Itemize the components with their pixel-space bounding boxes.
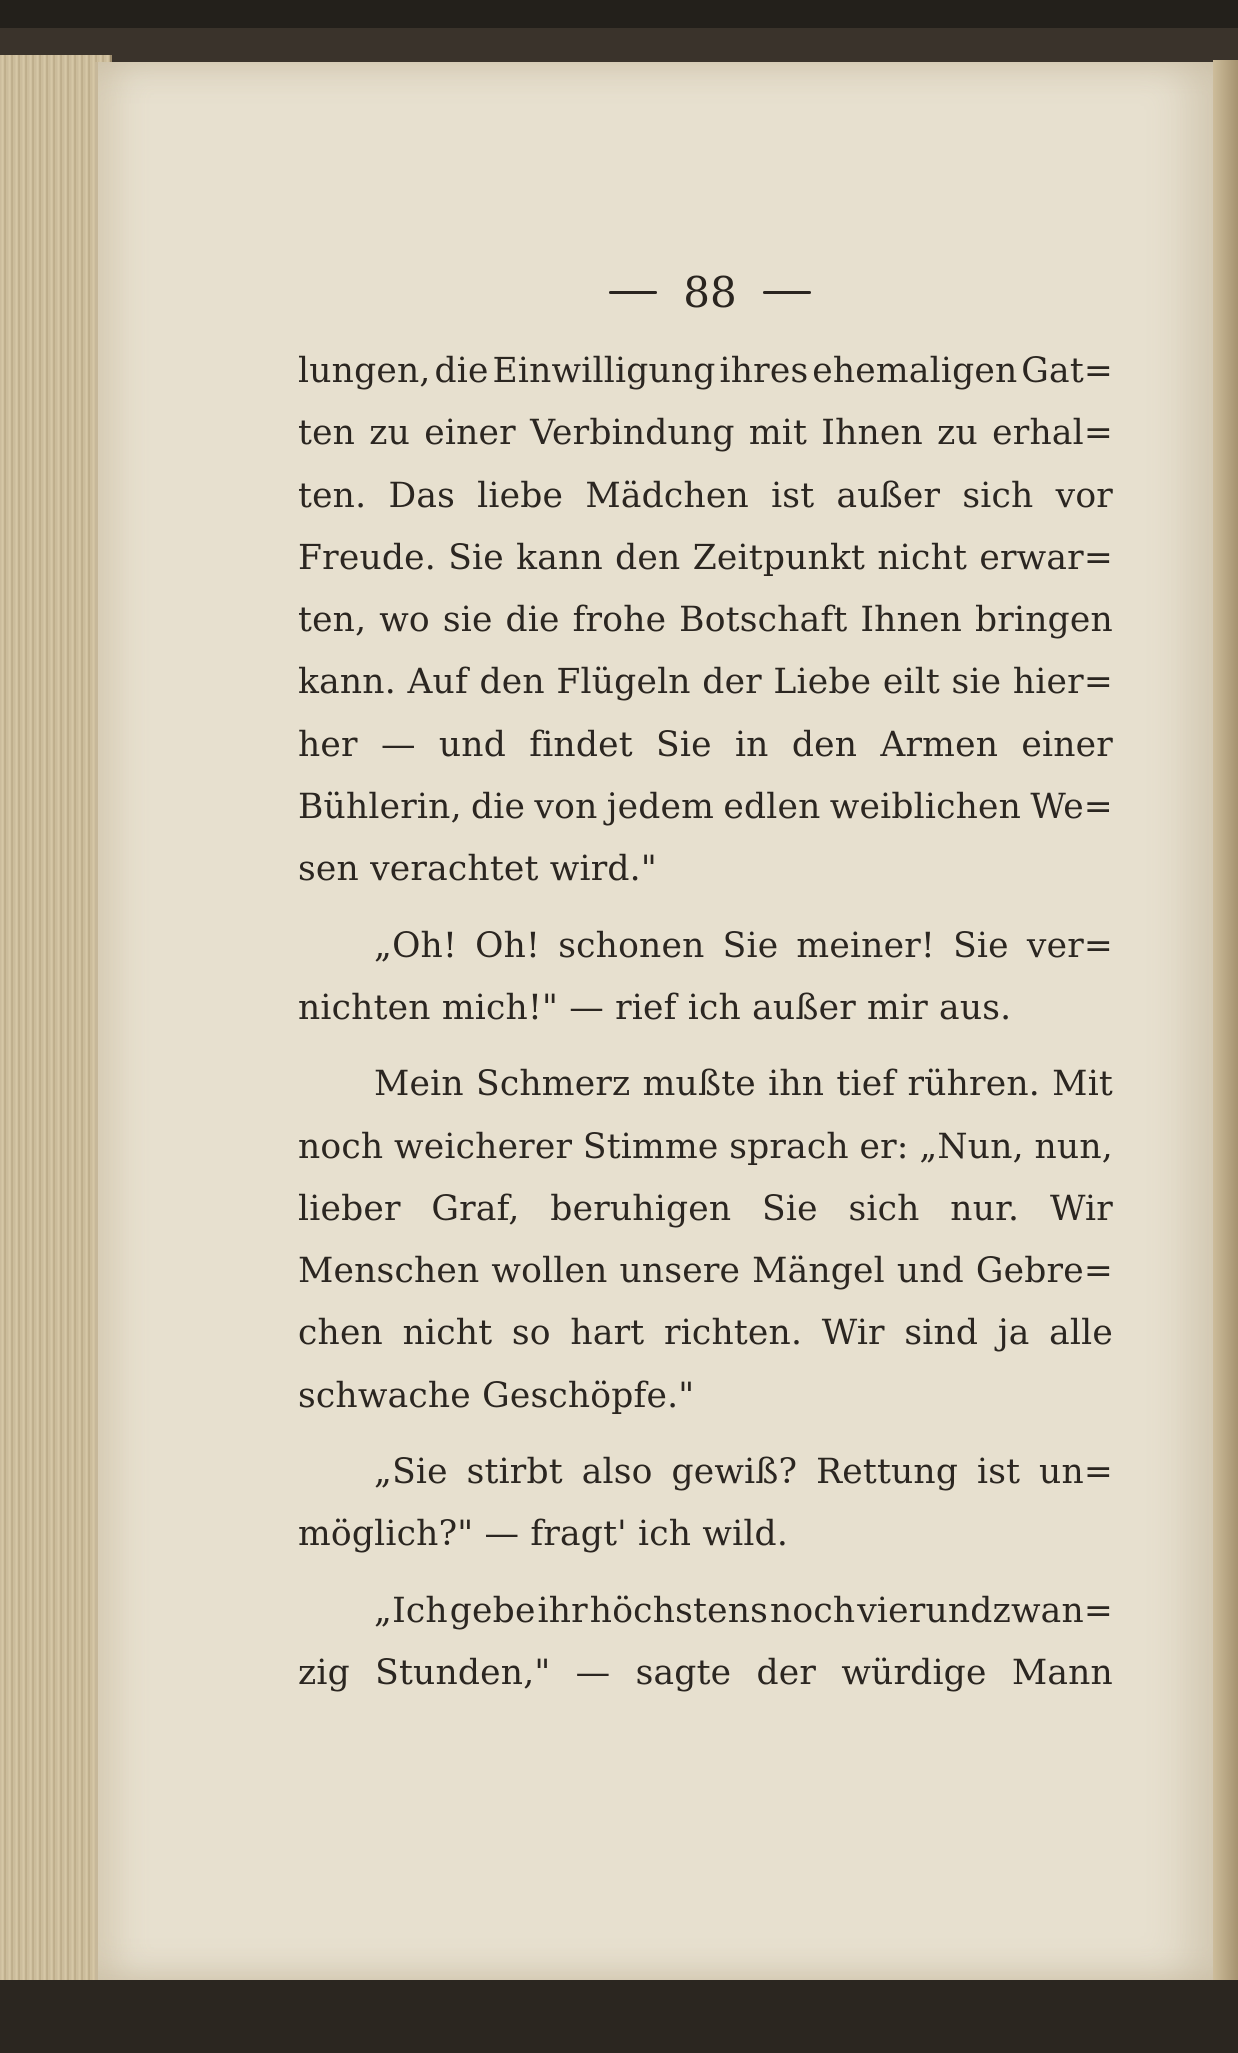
text-line: her — und findet Sie in den Armen einer: [298, 724, 1113, 765]
text-line: noch weicherer Stimme sprach er: „Nun, nun,: [298, 1126, 1113, 1167]
text-line: ten. Das liebe Mädchen ist außer sich vor: [298, 475, 1113, 516]
text-line: möglich?" — fragt' ich wild.: [298, 1514, 788, 1555]
text-line: lieber Graf, beruhigen Sie sich nur. Wir: [298, 1188, 1113, 1229]
header-dash-left: [609, 291, 657, 294]
text-line: kann. Auf den Flügeln der Liebe eilt sie hier=: [298, 662, 1113, 703]
text-line: chen nicht so hart richten. Wir sind ja alle: [298, 1313, 1113, 1354]
text-line: Mein Schmerz mußte ihn tief rühren. Mit: [374, 1064, 1113, 1105]
text-line: nichten mich!" — rief ich außer mir aus.: [298, 987, 1012, 1028]
page-edge-right: [1213, 60, 1238, 1985]
text-line: schwache Geschöpfe.": [298, 1375, 695, 1416]
text-line: lungen, die Einwilligung ihres ehemaligen Gat=: [298, 351, 1113, 391]
body-text: [298, 340, 1113, 1704]
text-line: Menschen wollen unsere Mängel und Gebre=: [298, 1251, 1113, 1292]
text-line: „Sie stirbt also gewiß? Rettung ist un=: [374, 1452, 1113, 1493]
text-line: ten zu einer Verbindung mit Ihnen zu erhal=: [298, 413, 1113, 454]
text-line: sen verachtet wird.": [298, 849, 657, 890]
text-line: Freude. Sie kann den Zeitpunkt nicht erwar=: [298, 537, 1113, 578]
page-header: [560, 262, 860, 322]
text-line: „Oh! Oh! schonen Sie meiner! Sie ver=: [374, 925, 1113, 966]
header-dash-right: [763, 291, 811, 294]
text-line: zig Stunden," — sagte der würdige Mann: [298, 1652, 1113, 1693]
book-cover-bottom: [0, 1980, 1238, 2053]
text-line: „Ich gebe ihr höchstens noch vierundzwan=: [374, 1590, 1113, 1631]
text-line: ten, wo sie die frohe Botschaft Ihnen bringen: [298, 600, 1113, 641]
page-number: 88: [683, 267, 737, 317]
text-line: Bühlerin, die von jedem edlen weiblichen We=: [298, 787, 1113, 828]
